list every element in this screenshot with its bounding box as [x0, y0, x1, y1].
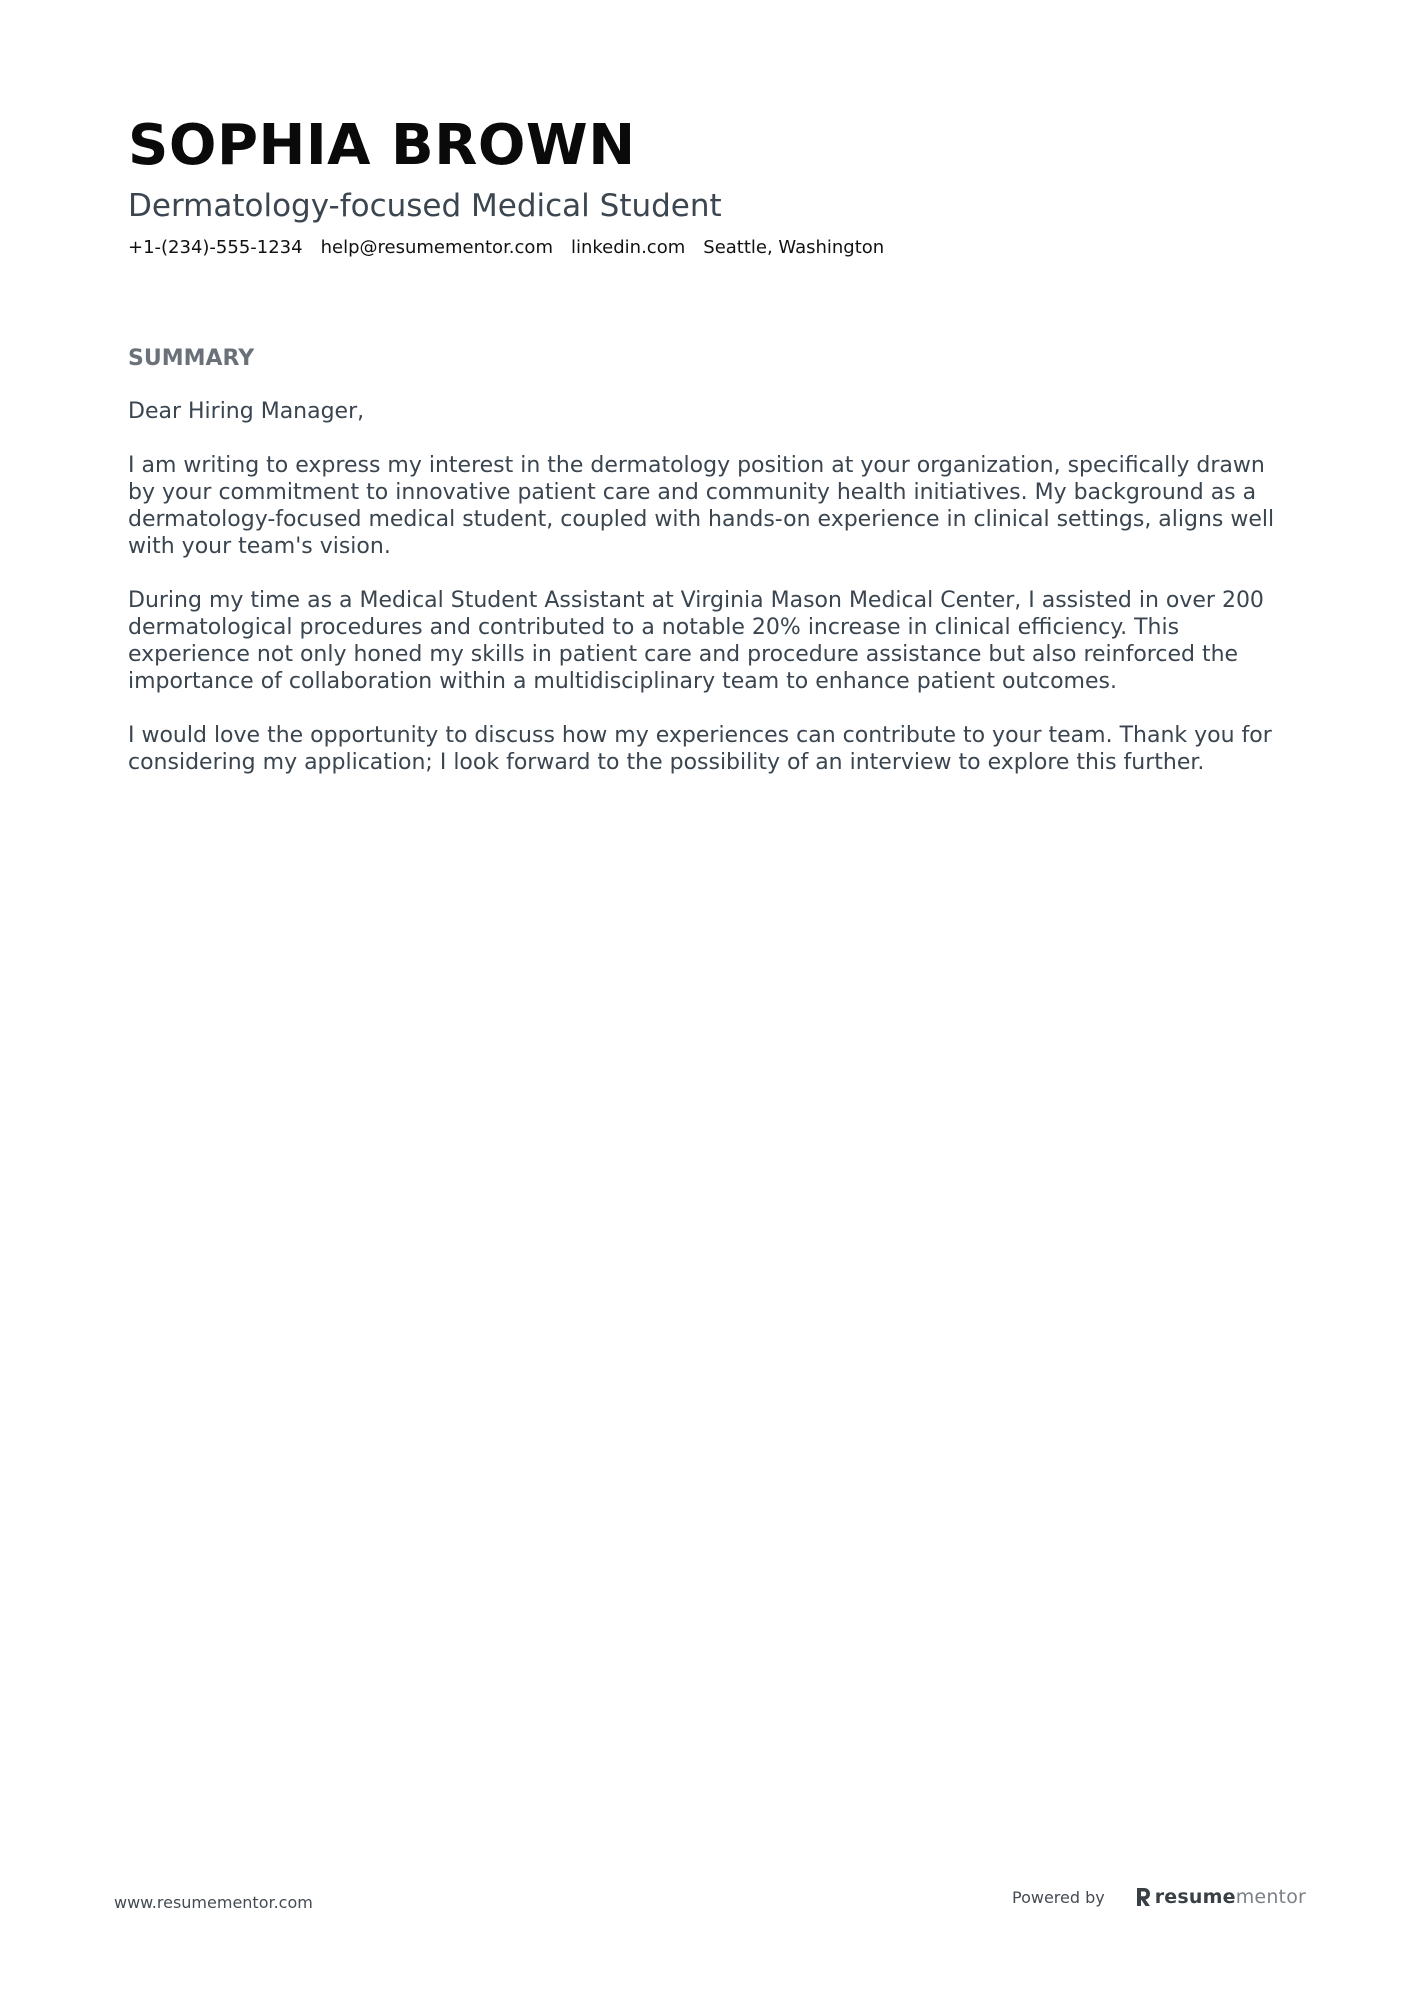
resume-header	[128, 112, 1278, 260]
letter-paragraph: I am writing to express my interest in the dermatology position at your organization, specifically drawn by your commitment to innovative patient care and community health initiatives. My background as a dermatology-focused medical student, coupled with hands-on experience in clinical settings, aligns well with your team's vision.	[128, 453, 1275, 559]
contact-location: Seattle, Washington	[703, 237, 885, 258]
candidate-name: SOPHIA BROWN	[128, 113, 636, 178]
resumementor-logo-icon	[1135, 1887, 1151, 1907]
contact-phone: +1-(234)-555-1234	[128, 237, 303, 258]
contact-email: help@resumementor.com	[320, 237, 553, 258]
footer-branding	[1012, 1886, 1306, 1908]
powered-by-label: Powered by	[1012, 1887, 1105, 1907]
cover-letter-body	[128, 398, 1278, 776]
letter-paragraph: I would love the opportunity to discuss how my experiences can contribute to your team. Thank you for considering my application; I look forward to the possibility of an interview to explore this further.	[128, 723, 1272, 775]
logo-text-light: mentor	[1235, 1886, 1307, 1908]
summary-heading: SUMMARY	[128, 346, 255, 371]
contact-line	[128, 236, 1278, 260]
letter-paragraph: During my time as a Medical Student Assistant at Virginia Mason Medical Center, I assisted in over 200 dermatological procedures and contributed to a notable 20% increase in clinical efficiency. This experience not only honed my skills in patient care and procedure assistance but also reinforced the importance of collaboration within a multidisciplinary team to enhance patient outcomes.	[128, 588, 1264, 694]
footer-website: www.resumementor.com	[114, 1893, 313, 1912]
candidate-title: Dermatology-focused Medical Student	[128, 188, 722, 224]
contact-linkedin: linkedin.com	[570, 237, 686, 258]
logo-text-bold: resume	[1154, 1886, 1236, 1908]
letter-greeting: Dear Hiring Manager,	[128, 399, 365, 424]
summary-section	[128, 344, 1278, 803]
resumementor-logo-text	[1155, 1886, 1306, 1908]
